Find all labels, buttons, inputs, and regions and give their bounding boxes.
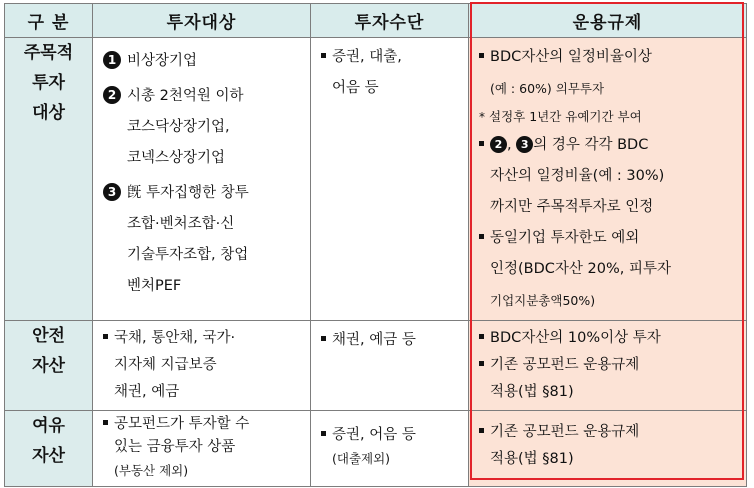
rules-cell: [469, 38, 747, 321]
bullet-icon: [321, 336, 326, 341]
bullet-icon: [479, 334, 484, 339]
means-text: 채권, 예금 등: [332, 332, 416, 348]
rule-text: BDC자산의 10%이상 투자: [490, 330, 661, 346]
category-line: 주목적: [23, 43, 74, 63]
bullet-icon: [103, 334, 108, 339]
category-spare-asset: [5, 411, 93, 487]
category-line: 안전: [32, 326, 65, 346]
target-item-3: [103, 178, 302, 302]
category-line: 투자: [32, 73, 65, 93]
category-line: 자산: [32, 446, 65, 466]
target-text: 시총 2천억원 이하: [127, 88, 244, 104]
rule-text: ,: [507, 137, 517, 153]
rules-cell: [469, 411, 747, 487]
category-line: 대상: [32, 103, 65, 123]
circled-number-icon: 2: [490, 136, 507, 153]
header-investment-means: 투자수단: [311, 4, 469, 38]
target-text: 공모펀드가 투자할 수: [114, 416, 250, 432]
target-text: 채권, 예금: [114, 384, 180, 400]
rule-text: 적용(법 §81): [490, 384, 574, 400]
rule-note: 설정후 1년간 유예기간 부여: [489, 109, 642, 124]
rule-text: 까지만 주목적투자로 인정: [490, 199, 654, 215]
target-text: 있는 금융투자 상품: [114, 439, 236, 455]
rule-text: BDC자산의 일정비율이상: [490, 49, 652, 65]
header-row: [5, 4, 747, 38]
means-text: (대출제외): [332, 451, 391, 466]
target-text: 기술투자조합, 창업: [127, 247, 249, 263]
bullet-icon: [479, 141, 484, 146]
target-text: 旣 투자집행한 창투: [127, 185, 249, 201]
target-cell: [93, 38, 311, 321]
asterisk-icon: *: [479, 110, 485, 124]
header-operation-rules: 운용규제: [469, 4, 747, 38]
header-investment-target: 투자대상: [93, 4, 311, 38]
bullet-icon: [103, 420, 108, 425]
circled-number-icon: 1: [103, 51, 121, 69]
means-cell: [311, 321, 469, 411]
category-line: 여유: [32, 416, 65, 436]
bullet-icon: [479, 361, 484, 366]
target-text: 비상장기업: [127, 53, 198, 69]
target-cell: [93, 321, 311, 411]
means-cell: [311, 411, 469, 487]
means-text: 증권, 어음 등: [332, 427, 416, 443]
target-item-2: [103, 81, 302, 174]
circled-number-icon: 2: [103, 86, 121, 104]
circled-number-icon: 3: [516, 136, 533, 153]
rule-text: 동일기업 투자한도 예외: [490, 230, 640, 246]
rule-text: 기업지분총액50%): [490, 293, 596, 308]
header-category: 구 분: [5, 4, 93, 38]
table-row-main-target: [5, 38, 747, 321]
bullet-icon: [479, 53, 484, 58]
rule-text: 기존 공모펀드 운용규제: [490, 357, 640, 373]
bullet-icon: [479, 234, 484, 239]
bullet-icon: [321, 53, 326, 58]
target-text: 코스닥상장기업,: [127, 119, 230, 135]
investment-regulation-table: [4, 3, 747, 487]
target-item-1: [103, 46, 302, 77]
rule-text: 의 경우 각각 BDC: [533, 137, 649, 153]
target-cell: [93, 411, 311, 487]
category-line: 자산: [32, 356, 65, 376]
means-text: 어음 등: [332, 80, 379, 96]
table-row-safe-asset: [5, 321, 747, 411]
rules-cell: [469, 321, 747, 411]
means-text: 증권, 대출,: [332, 49, 402, 65]
target-text: 국채, 통안채, 국가·: [114, 330, 236, 346]
target-text: 벤처PEF: [127, 278, 182, 294]
rule-text: 자산의 일정비율(예 : 30%): [490, 168, 665, 184]
target-text: 지자체 지급보증: [114, 357, 217, 373]
target-text: (부동산 제외): [114, 463, 189, 478]
means-cell: [311, 38, 469, 321]
category-main-target: [5, 38, 93, 321]
bullet-icon: [321, 431, 326, 436]
rule-text: (예 : 60%) 의무투자: [490, 81, 605, 96]
circled-number-icon: 3: [103, 183, 121, 201]
category-safe-asset: [5, 321, 93, 411]
table-row-spare-asset: [5, 411, 747, 487]
target-text: 조합·벤처조합·신: [127, 216, 235, 232]
target-text: 코넥스상장기업: [127, 150, 226, 166]
rule-text: 인정(BDC자산 20%, 피투자: [490, 261, 671, 277]
rule-text: 기존 공모펀드 운용규제: [490, 424, 640, 440]
rule-text: 적용(법 §81): [490, 451, 574, 467]
bullet-icon: [479, 428, 484, 433]
